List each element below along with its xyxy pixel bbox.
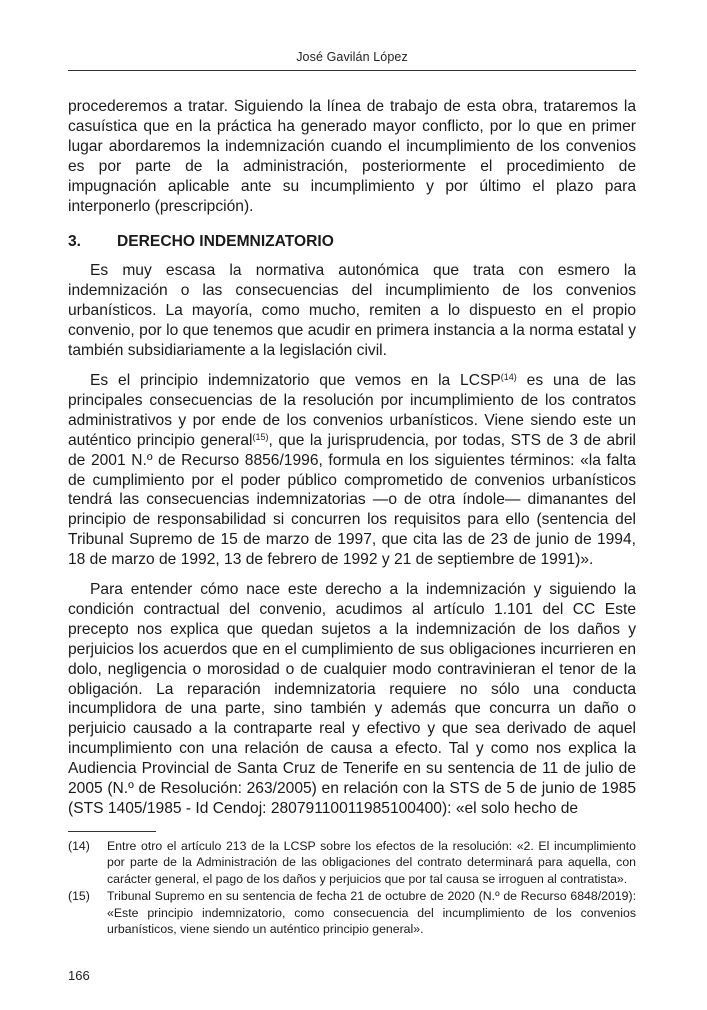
footnote-14 — [68, 838, 636, 887]
footnotes — [68, 838, 636, 938]
header-rule — [68, 70, 636, 71]
footnote-ref-15[interactable]: (15) — [252, 431, 269, 442]
paragraph-2: Es muy escasa la normativa autonómica que trata con esmero la indemnización o las consecuencias del incumplimiento de los convenios urbanísticos. La mayoría, como mucho, remiten a lo dispuesto en el propio convenio, por lo que tenemos que acudir en primera instancia a la norma estatal y también subsidiariamente a la legislación civil. — [68, 262, 636, 360]
footnote-15 — [68, 888, 636, 937]
footnote-number: (15) — [68, 889, 90, 904]
section-title: DERECHO INDEMNIZATORIO — [117, 233, 334, 251]
paragraph-3-part-a: Es el principio indemnizatorio que vemos en la LCSP — [90, 371, 501, 389]
paragraph-3-part-c: , que la jurisprudencia, por todas, STS de 3 de abril de 2001 N.º de Recurso 8856/1996, formula en los siguientes términos: «la falta de cumplimiento por el poder público comprometido de convenios urbanísticos tendrá las consecuencias indemnizatorias —o de otra índole— dimanantes del principio de responsabilidad si concurren los requisitos para ello (sentencia del Tribunal Supremo de 15 de marzo de 1997, que cita las de 23 de junio de 1994, 18 de marzo de 1992, 13 de febrero de 1992 y 21 de septiembre de 1991)». — [68, 431, 636, 569]
paragraph-3 — [68, 371, 636, 570]
paragraph-3-part-b: es una de las principales consecuencias de la resolución por incumplimiento de los contratos administrativos y por ende de los convenios urbanísticos. Viene siendo este un auténtico principio general — [68, 371, 636, 449]
paragraph-4: Para entender cómo nace este derecho a la indemnización y siguiendo la condición contractual del convenio, acudimos al artículo 1.101 del CC Este precepto nos explica que quedan sujetos a la indemnización de los daños y perjuicios los acuerdos que en el cumplimiento de sus obligaciones incurrieren en dolo, negligencia o morosidad o de cualquier modo contravinieran el tenor de la obligación. La reparación indemnizatoria requiere no sólo una conducta incumplidora de una parte, sino también y además que concurra un daño o perjuicio causado a la contraparte real y efectivo y que sea derivado de aquel incumplimiento con una relación de causa a efecto. Tal y como nos explica la Audiencia Provincial de Santa Cruz de Tenerife en su sentencia de 11 de julio de 2005 (N.º de Resolución: 263/2005) en relación con la STS de 5 de junio de 1985 (STS 1405/1985 - Id Cendoj: 28079110011985100400): «el solo hecho de — [68, 581, 636, 817]
section-number: 3. — [68, 233, 82, 251]
page-number: 166 — [68, 968, 90, 983]
footnote-text: Entre otro el artículo 213 de la LCSP sobre los efectos de la resolución: «2. El incumplimiento por parte de la Administración de las obligaciones del contrato determinará para aquella, con carácter general, el pago de los daños y perjuicios que por tal causa se irroguen al contratista». — [107, 839, 636, 886]
paragraph-1: procederemos a tratar. Siguiendo la línea de trabajo de esta obra, trataremos la casuística que en la práctica ha generado mayor conflicto, por lo que en primer lugar abordaremos la indemnización cuando el incumplimiento de los convenios es por parte de la administración, posteriormente el procedimiento de impugnación aplicable ante su incumplimiento y por último el plazo para interponerlo (prescripción). — [68, 98, 636, 215]
footnote-rule — [68, 831, 156, 832]
section-heading — [68, 232, 636, 252]
footnote-text: Tribunal Supremo en su sentencia de fecha 21 de octubre de 2020 (N.º de Recurso 6848/2019): «Este principio indemnizatorio, como consecuencia del incumplimiento de los convenios urbanísticos, viene siendo un auténtico principio general». — [107, 889, 636, 937]
running-header: José Gavilán López — [296, 50, 408, 64]
main-text — [68, 97, 636, 829]
footnote-ref-14[interactable]: (14) — [500, 371, 517, 382]
footnote-number: (14) — [68, 839, 90, 853]
